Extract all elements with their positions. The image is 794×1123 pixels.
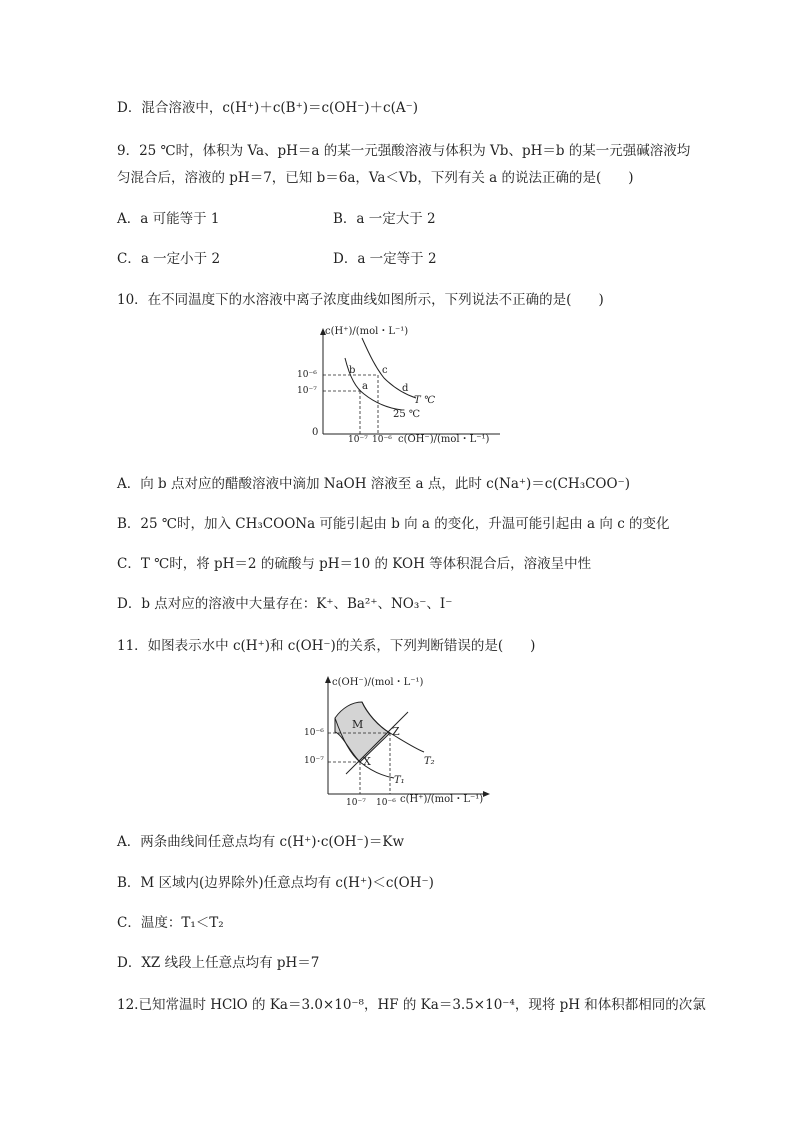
q11-xlabel: c(H⁺)/(mol・L⁻¹) [400,794,484,805]
q10-xtick-1e-7: 10⁻⁷ [348,435,368,445]
q11-xtick-1e-6: 10⁻⁶ [376,798,396,808]
q12-stem: 12.已知常温时 HClO 的 Ka＝3.0×10⁻⁸，HF 的 Ka＝3.5×10⁻⁴，现将 pH 和体积都相同的次氯 [117,997,706,1013]
q11-option-d: D．XZ 线段上任意点均有 pH＝7 [117,955,320,971]
q11-label-z: Z [392,725,400,738]
q10-origin: 0 [312,427,319,438]
q9-option-c: C．a 一定小于 2 [117,251,221,267]
q11-label-x: X [363,755,371,768]
q10-point-d: d [402,383,409,394]
q11-ytick-1e-6: 10⁻⁶ [304,728,324,738]
q11-label-t2: T₂ [424,756,435,767]
q10-ytick-1e-7: 10⁻⁷ [297,386,317,396]
q10-xlabel: c(OH⁻)/(mol・L⁻¹) [398,434,490,445]
q10-option-c: C．T ℃时，将 pH＝2 的硫酸与 pH＝10 的 KOH 等体积混合后，溶液呈中性 [117,556,592,572]
q11-stem: 11．如图表示水中 c(H⁺)和 c(OH⁻)的关系，下列判断错误的是( ) [117,638,536,654]
q9-option-d: D．a 一定等于 2 [333,251,437,267]
q10-label-25c: 25 ℃ [393,409,421,420]
q10-xtick-1e-6: 10⁻⁶ [372,435,392,445]
q10-stem: 10．在不同温度下的水溶液中离子浓度曲线如图所示，下列说法不正确的是( ) [117,292,604,308]
q11-ytick-1e-7: 10⁻⁷ [304,756,324,766]
q11-x-arrow [483,791,490,797]
q10-label-t: T ℃ [414,395,436,406]
q10-point-c: c [382,365,388,376]
q11-xtick-1e-7: 10⁻⁷ [346,798,366,808]
q11-label-m: M [352,718,364,731]
q10-option-a: A．向 b 点对应的醋酸溶液中滴加 NaOH 溶液至 a 点，此时 c(Na⁺)＝c(CH₃COO⁻) [117,476,630,492]
q11-region-m [335,702,390,762]
q9-stem-line1: 9．25 ℃时，体积为 Va、pH＝a 的某一元强酸溶液与体积为 Vb、pH＝b 的某一元强碱溶液均 [117,143,691,159]
q9-option-b: B．a 一定大于 2 [333,211,436,227]
q11-option-c: C．温度：T₁＜T₂ [117,915,224,931]
q11-option-b: B．M 区域内(边界除外)任意点均有 c(H⁺)＜c(OH⁻) [117,875,434,891]
q10-option-b: B．25 ℃时，加入 CH₃COONa 可能引起由 b 向 a 的变化，升温可能引起由 a 向 c 的变化 [117,516,670,532]
q10-ytick-1e-6: 10⁻⁶ [297,370,317,380]
q10-point-b: b [349,365,356,376]
q11-figure [300,672,500,810]
q9-option-a: A．a 可能等于 1 [117,211,220,227]
q11-label-t1: T₁ [394,775,405,786]
q11-ylabel: c(OH⁻)/(mol・L⁻¹) [332,677,424,688]
q10-figure [290,322,510,450]
q11-option-a: A．两条曲线间任意点均有 c(H⁺)·c(OH⁻)＝Kw [117,834,405,850]
q10-point-a: a [362,381,368,392]
q8-option-d: D．混合溶液中，c(H⁺)＋c(B⁺)＝c(OH⁻)＋c(A⁻) [117,100,418,116]
q11-y-arrow [325,676,331,683]
q9-stem-line2: 匀混合后，溶液的 pH＝7，已知 b＝6a，Va＜Vb，下列有关 a 的说法正确的是( ) [117,170,634,186]
q10-option-d: D．b 点对应的溶液中大量存在：K⁺、Ba²⁺、NO₃⁻、I⁻ [117,596,453,612]
q10-ylabel: c(H⁺)/(mol・L⁻¹) [325,326,409,337]
